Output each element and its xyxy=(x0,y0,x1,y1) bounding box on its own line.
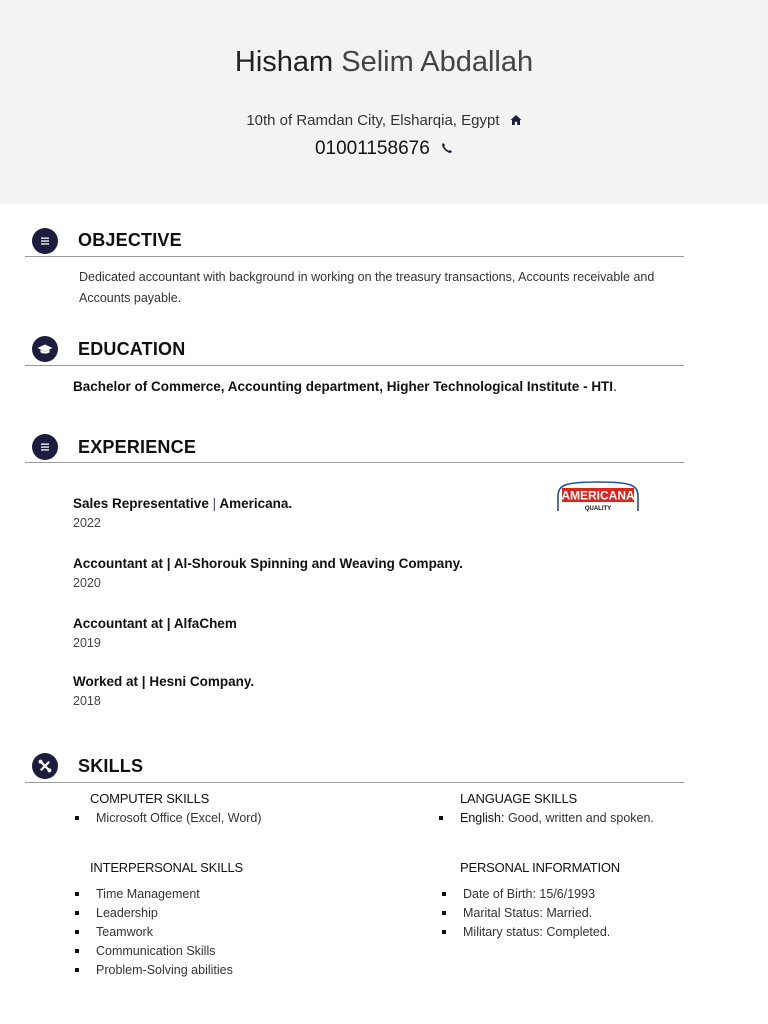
job-role: Sales Representative xyxy=(73,496,209,511)
list-icon xyxy=(32,228,58,254)
phone-line xyxy=(0,138,768,160)
list-icon xyxy=(32,434,58,460)
job-role: Accountant at xyxy=(73,616,164,631)
resume-header xyxy=(0,0,768,204)
job-company: AlfaChem xyxy=(173,616,237,631)
language-skills-list xyxy=(437,809,654,828)
section-divider xyxy=(25,256,684,257)
list-item: Leadership xyxy=(73,904,233,923)
list-item: Time Management xyxy=(73,885,233,904)
list-item: Communication Skills xyxy=(73,942,233,961)
list-item: Microsoft Office (Excel, Word) xyxy=(73,809,262,828)
last-name: Selim Abdallah xyxy=(341,46,534,78)
section-divider xyxy=(25,782,684,783)
degree-text: Bachelor of Commerce, Accounting department, Higher Technological Institute - HTI xyxy=(73,379,614,394)
address-line xyxy=(0,112,768,130)
job-year: 2020 xyxy=(73,576,101,590)
job-entry xyxy=(73,556,463,590)
language-name: English: xyxy=(460,811,505,825)
experience-title: EXPERIENCE xyxy=(78,437,197,457)
personal-info-heading: PERSONAL INFORMATION xyxy=(460,860,620,875)
section-divider xyxy=(25,365,684,366)
tools-icon xyxy=(32,753,58,779)
degree-tail: . xyxy=(613,379,617,394)
job-title xyxy=(73,616,237,631)
job-company: Hesni Company. xyxy=(149,674,255,689)
objective-title: OBJECTIVE xyxy=(78,230,182,250)
interpersonal-skills-list xyxy=(73,885,233,980)
personal-info-list xyxy=(440,885,610,942)
list-item: Marital Status: Married. xyxy=(440,904,610,923)
phone-number[interactable]: 01001158676 xyxy=(314,138,430,160)
job-role: Accountant at xyxy=(73,556,164,571)
job-role: Worked at xyxy=(73,674,139,689)
computer-skills-list xyxy=(73,809,262,828)
skills-title: SKILLS xyxy=(78,756,144,776)
job-title xyxy=(73,556,463,571)
home-icon xyxy=(510,113,522,130)
education-title: EDUCATION xyxy=(78,339,186,359)
list-item xyxy=(437,809,654,828)
job-year: 2019 xyxy=(73,636,101,650)
job-title xyxy=(73,674,254,689)
list-item: Date of Birth: 15/6/1993 xyxy=(440,885,610,904)
first-name: Hisham xyxy=(234,46,334,78)
job-separator: | xyxy=(141,674,146,689)
americana-logo xyxy=(554,481,642,512)
language-level: Good, written and spoken. xyxy=(507,811,654,825)
job-separator: | xyxy=(166,556,171,571)
full-name xyxy=(0,46,768,79)
svg-text:AMERICANA: AMERICANA xyxy=(561,488,635,503)
job-separator: | xyxy=(212,496,217,511)
section-divider xyxy=(25,462,684,463)
interpersonal-skills-heading: INTERPERSONAL SKILLS xyxy=(90,860,244,875)
svg-text:QUALITY: QUALITY xyxy=(584,506,612,512)
list-item: Problem-Solving abilities xyxy=(73,961,233,980)
job-entry xyxy=(73,674,254,708)
job-company: Americana. xyxy=(219,496,293,511)
job-company: Al-Shorouk Spinning and Weaving Company. xyxy=(173,556,463,571)
graduation-cap-icon xyxy=(32,336,58,362)
list-item: Military status: Completed. xyxy=(440,923,610,942)
job-title xyxy=(73,496,292,511)
job-entry xyxy=(73,616,237,650)
phone-icon xyxy=(441,138,453,160)
education-degree xyxy=(73,379,617,394)
address-text: 10th of Ramdan City, Elsharqia, Egypt xyxy=(246,112,500,129)
list-item: Teamwork xyxy=(73,923,233,942)
job-entry xyxy=(73,496,292,530)
language-skills-heading: LANGUAGE SKILLS xyxy=(460,791,577,806)
computer-skills-heading: COMPUTER SKILLS xyxy=(90,791,210,806)
objective-text: Dedicated accountant with background in working on the treasury transactions, Accounts receivable and Accounts payable. xyxy=(79,270,655,305)
job-year: 2022 xyxy=(73,516,101,530)
job-year: 2018 xyxy=(73,694,101,708)
job-separator: | xyxy=(166,616,171,631)
